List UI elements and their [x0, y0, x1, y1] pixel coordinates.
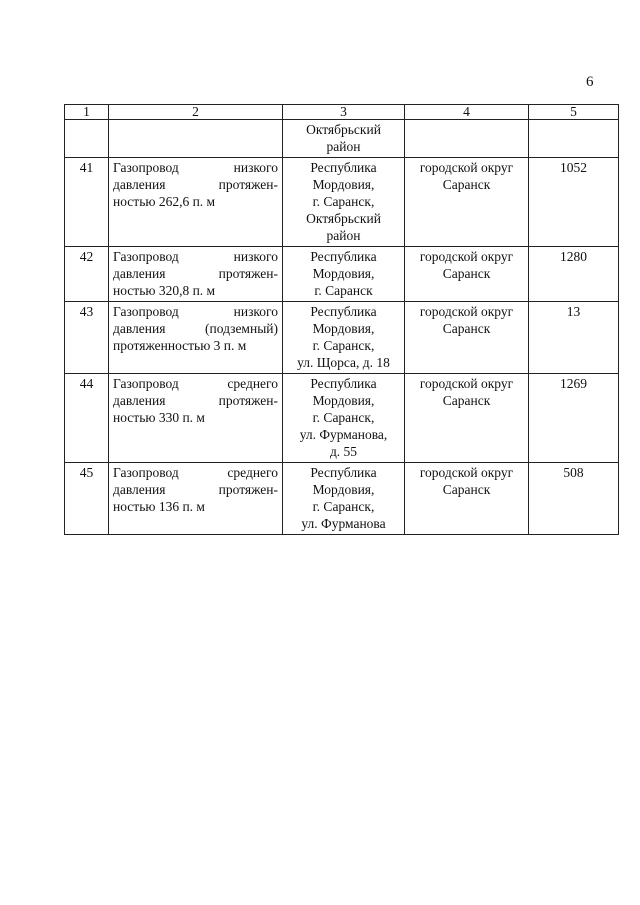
row-number-cell: 43: [65, 302, 109, 374]
address-line: район: [326, 139, 361, 154]
address-line: Республика: [310, 376, 377, 391]
address-line: район: [326, 228, 361, 243]
object-name-line: протяженностью 3 п. м: [113, 338, 247, 353]
table-row: [65, 247, 619, 302]
address-line: Мордовия,: [312, 321, 375, 336]
property-table: [64, 104, 619, 535]
address-line: г. Саранск,: [312, 338, 375, 353]
object-name-line: Газопровод среднего: [113, 376, 278, 391]
table-body: [65, 158, 619, 535]
owner-line: Саранск: [442, 393, 491, 408]
object-name-line: ностью 136 п. м: [113, 499, 205, 514]
address-line: Мордовия,: [312, 266, 375, 281]
object-name-line: Газопровод среднего: [113, 465, 278, 480]
object-name-cell: [109, 374, 283, 463]
address-line: г. Саранск,: [312, 410, 375, 425]
address-line: г. Саранск: [314, 283, 373, 298]
object-name-line: Газопровод низкого: [113, 304, 278, 319]
address-cell: [283, 302, 405, 374]
address-line: Мордовия,: [312, 177, 375, 192]
address-line: г. Саранск,: [312, 499, 375, 514]
owner-line: городской округ: [419, 465, 514, 480]
owner-line: Саранск: [442, 266, 491, 281]
value-cell: 1269: [529, 374, 619, 463]
object-name-cell: [109, 302, 283, 374]
owner-cell: [405, 463, 529, 535]
value-cell: 508: [529, 463, 619, 535]
owner-cell: [405, 302, 529, 374]
address-line: Мордовия,: [312, 393, 375, 408]
object-name-line: давления протяжен-: [113, 266, 278, 281]
owner-line: Саранск: [442, 177, 491, 192]
owner-line: Саранск: [442, 321, 491, 336]
address-line: ул. Фурманова,: [299, 427, 388, 442]
row-number-cell: 45: [65, 463, 109, 535]
address-line: Республика: [310, 249, 377, 264]
table-header-row: [65, 105, 619, 120]
value-cell: 1052: [529, 158, 619, 247]
address-line: Республика: [310, 304, 377, 319]
header-cell-4: 4: [405, 105, 529, 120]
owner-cell: [405, 374, 529, 463]
row-number-cell: 41: [65, 158, 109, 247]
table-row: [65, 374, 619, 463]
address-cell: [283, 374, 405, 463]
object-name-cell: [109, 463, 283, 535]
value-cell: 13: [529, 302, 619, 374]
header-cell-1: 1: [65, 105, 109, 120]
address-line: Мордовия,: [312, 482, 375, 497]
owner-line: городской округ: [419, 376, 514, 391]
object-name-line: давления (подземный): [113, 321, 278, 336]
continuation-num-cell: [65, 120, 109, 158]
object-name-line: Газопровод низкого: [113, 249, 278, 264]
owner-line: Саранск: [442, 482, 491, 497]
address-cell: [283, 463, 405, 535]
address-line: г. Саранск,: [312, 194, 375, 209]
header-cell-2: 2: [109, 105, 283, 120]
continuation-owner-cell: [405, 120, 529, 158]
value-cell: 1280: [529, 247, 619, 302]
continuation-row: [65, 120, 619, 158]
object-name-line: давления протяжен-: [113, 393, 278, 408]
row-number-cell: 44: [65, 374, 109, 463]
address-line: ул. Щорса, д. 18: [297, 355, 390, 370]
owner-line: городской округ: [419, 160, 514, 175]
table-row: [65, 302, 619, 374]
continuation-name-cell: [109, 120, 283, 158]
header-cell-5: 5: [529, 105, 619, 120]
table-row: [65, 158, 619, 247]
owner-line: городской округ: [419, 304, 514, 319]
owner-line: городской округ: [419, 249, 514, 264]
address-line: Республика: [310, 465, 377, 480]
address-line: д. 55: [329, 444, 358, 459]
object-name-line: ностью 262,6 п. м: [113, 194, 216, 209]
address-cell: [283, 158, 405, 247]
header-cell-3: 3: [283, 105, 405, 120]
object-name-line: ностью 330 п. м: [113, 410, 205, 425]
owner-cell: [405, 247, 529, 302]
object-name-line: давления протяжен-: [113, 177, 278, 192]
continuation-value-cell: [529, 120, 619, 158]
row-number-cell: 42: [65, 247, 109, 302]
table-row: [65, 463, 619, 535]
object-name-line: ностью 320,8 п. м: [113, 283, 216, 298]
object-name-line: давления протяжен-: [113, 482, 278, 497]
address-line: Октябрьский: [306, 122, 381, 137]
continuation-address-cell: [283, 120, 405, 158]
object-name-line: Газопровод низкого: [113, 160, 278, 175]
owner-cell: [405, 158, 529, 247]
address-cell: [283, 247, 405, 302]
address-line: Республика: [310, 160, 377, 175]
page-number: 6: [586, 74, 594, 90]
address-line: Октябрьский: [306, 211, 381, 226]
object-name-cell: [109, 158, 283, 247]
object-name-cell: [109, 247, 283, 302]
address-line: ул. Фурманова: [301, 516, 386, 531]
